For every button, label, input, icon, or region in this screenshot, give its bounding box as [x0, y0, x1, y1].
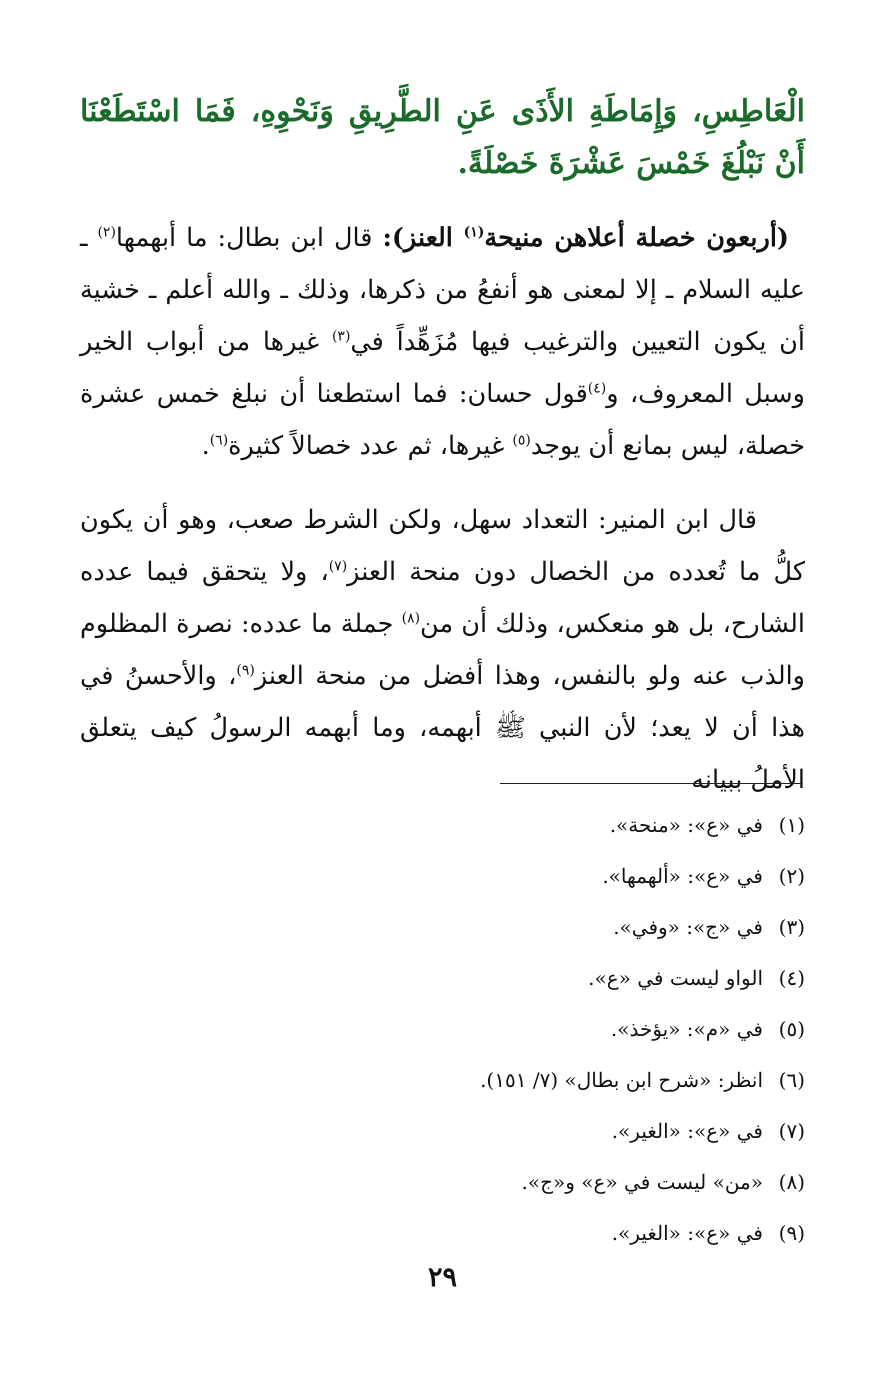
- footnote-ref-6[interactable]: (٦): [209, 432, 229, 449]
- footnote-item: [245, 1055, 805, 1106]
- footnote-item: [245, 953, 805, 1004]
- footnotes-list: [245, 800, 805, 1259]
- footnote-number: (٨): [778, 1170, 805, 1194]
- footnote-number: (١): [778, 813, 805, 837]
- footnote-number: (٧): [778, 1119, 805, 1143]
- footnote-number: (٩): [778, 1221, 805, 1245]
- footnote-text: في «ع»: «الغير».: [611, 1221, 763, 1245]
- footnote-divider: [500, 783, 801, 784]
- footnote-number: (٣): [778, 915, 805, 939]
- footnote-ref-8[interactable]: (٨): [401, 610, 421, 627]
- hadith-heading: (أربعون خصلة أعلاهن منيحة$^{(١)}$ العنز):: [382, 223, 789, 253]
- main-text: [80, 86, 805, 828]
- footnote-number: (٦): [778, 1068, 805, 1092]
- footnote-item: [245, 800, 805, 851]
- footnote-ref-7[interactable]: (٧): [328, 558, 348, 575]
- footnote-number: (٤): [778, 966, 805, 990]
- footnote-number: (٥): [778, 1017, 805, 1041]
- footnote-text: انظر: «شرح ابن بطال» (٧/ ١٥١).: [480, 1068, 763, 1092]
- footnote-text: في «ع»: «منحة».: [609, 813, 763, 837]
- paragraph-commentary-2: قال ابن المنير: التعداد سهل، ولكن الشرط صعب، وهو أن يكون كلُّ ما تُعدده من الخصال دون منحة العنز$^{(٧)}$، ولا يتحقق فيما عدده الشارح، بل هو منعكس، وذلك أن من$^{(٨)}$ جملة ما عدده: نصرة المظلوم والذب عنه ولو بالنفس، وهذا أفضل من منحة العنز$^{(٩)}$، والأحسنُ في هذا أن لا يعد؛ لأن النبي ﷺ أبهمه، وما أبهمه الرسولُ كيف يتعلق الأملُ ببيانه: [80, 505, 805, 795]
- footnote-ref-3[interactable]: (٣): [331, 328, 351, 345]
- footnote-text: في «ج»: «وفي».: [613, 915, 763, 939]
- footnote-number: (٢): [778, 864, 805, 888]
- footnote-ref-9[interactable]: (٩): [236, 662, 255, 679]
- verse-text: الْعَاطِسِ، وَإِمَاطَةِ الأَذَى عَنِ الطَّرِيقِ وَنَحْوِهِ، فَمَا اسْتَطَعْنَا أَنْ نَبْلُغَ خَمْسَ عَشْرَةَ خَصْلَةً.: [80, 94, 805, 181]
- footnote-item: [245, 851, 805, 902]
- footnote-item: [245, 902, 805, 953]
- footnote-text: في «م»: «يؤخذ».: [610, 1017, 763, 1041]
- footnote-ref-5[interactable]: (٥): [512, 432, 531, 449]
- page-number: ٢٩: [427, 1262, 457, 1293]
- footnote-text: في «ع»: «الغير».: [611, 1119, 763, 1143]
- paragraph-commentary-1: (أربعون خصلة أعلاهن منيحة$^{(١)}$ العنز): قال ابن بطال: ما أبهمها$^{(٢)}$ ـ عليه السلام ـ إلا لمعنى هو أنفعُ من ذكرها، وذلك ـ والله أعلم ـ خشية أن يكون التعيين والترغيب فيها مُزَهِّداً في$^{(٣)}$ غيرها من أبواب الخير وسبل المعروف، و$^{(٤)}$قول حسان: فما استطعنا أن نبلغ خمس عشرة خصلة، ليس بمانع أن يوجد$^{(٥)}$ غيرها، ثم عدد خصالاً كثيرة$^{(٦)}$.: [80, 223, 805, 461]
- footnote-item: [245, 1106, 805, 1157]
- footnote-text: «من» ليست في «ع» و«ج».: [521, 1170, 763, 1194]
- footnote-ref-2[interactable]: (٢): [97, 224, 116, 241]
- footnote-ref-1[interactable]: (١): [463, 224, 485, 241]
- footnote-text: في «ع»: «ألهمها».: [602, 864, 763, 888]
- footnote-item: [245, 1208, 805, 1259]
- footnote-item: [245, 1157, 805, 1208]
- footnote-ref-4[interactable]: (٤): [587, 380, 607, 397]
- footnote-text: الواو ليست في «ع».: [588, 966, 763, 990]
- footnote-item: [245, 1004, 805, 1055]
